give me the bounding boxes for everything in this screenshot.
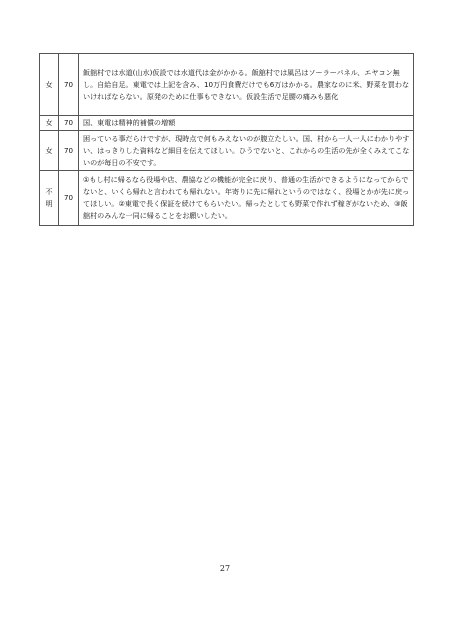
- age-cell: 70: [59, 131, 79, 171]
- age-cell: 70: [59, 54, 79, 116]
- age-cell: 70: [59, 171, 79, 226]
- comment-cell: 困っている事だらけですが、現時点で何もみえないのが腹立たしい。国、村から一人一人にわかりやすい、はっきりした資料など細目を伝えてほしい。ひうでないと、これからの生活の先が全くみえてこないのが毎日の不安です。: [79, 131, 414, 171]
- sex-cell-line: 明: [45, 199, 53, 208]
- sex-cell: [40, 171, 59, 226]
- comment-cell: 飯舘村では水道(山水)仮設では水道代は金がかかる。飯舘村では風呂はソーラーパネル、エヤコン無し。自給自足。東電では上記を含み、10万円食費だけでも6万はかかる。農家なのに米、野菜を買わないければならない。原発のために仕事もできない。仮設生活で足腰の痛みも悪化: [79, 54, 414, 116]
- comment-cell: ①もし村に帰るなら役場や店、農協などの機能が完全に戻り、普通の生活ができるようになってからでないと、いくら帰れと言われても帰れない。年寄りに先に帰れというのではなく、役場とかが先に戻ってほしい。②東電で長く保証を続けてもらいたい。帰ったとしても野菜で作れず稼ぎがないため、③飯舘村のみんな一同に帰ることをお願いしたい。: [79, 171, 414, 226]
- sex-cell-line: 不: [45, 187, 53, 196]
- sex-cell: 女: [40, 54, 59, 116]
- sex-cell: 女: [40, 131, 59, 171]
- survey-comments-table: [39, 53, 414, 226]
- sex-cell: 女: [40, 116, 59, 131]
- table-row: [40, 116, 414, 131]
- page-number: 27: [219, 564, 231, 573]
- comment-cell: 国、東電は精神的補償の増額: [79, 116, 414, 131]
- table-row: [40, 131, 414, 171]
- table-row: [40, 54, 414, 116]
- age-cell: 70: [59, 116, 79, 131]
- table-row: [40, 171, 414, 226]
